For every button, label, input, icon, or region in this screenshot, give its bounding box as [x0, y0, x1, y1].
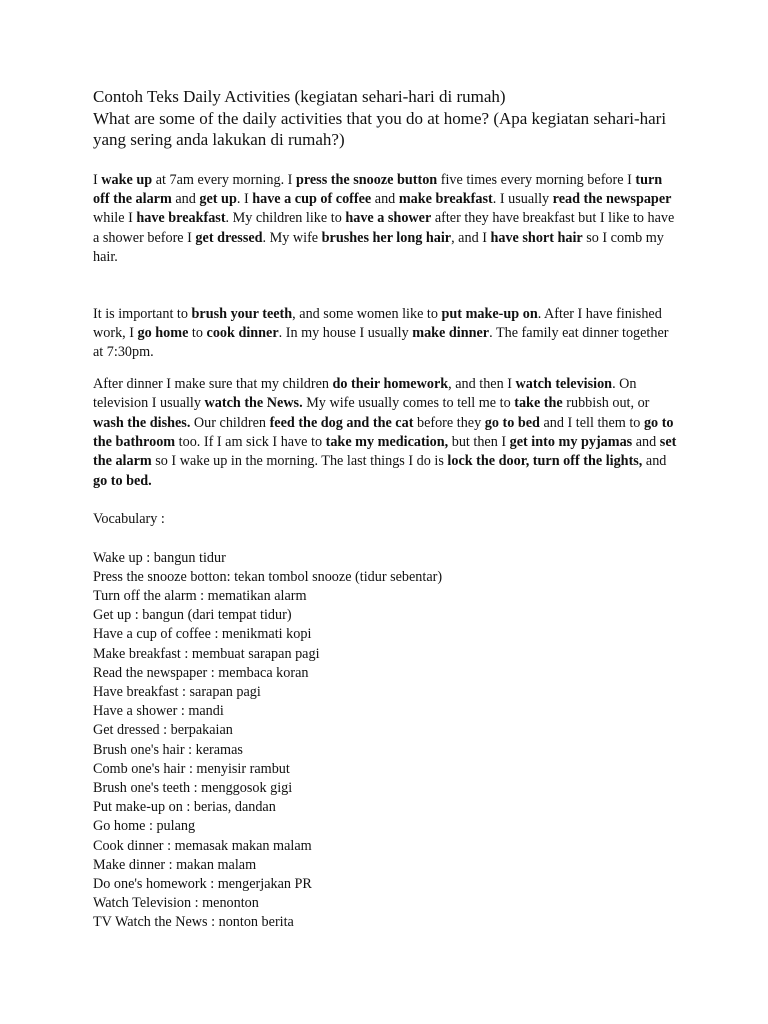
vocabulary-item: Get up : bangun (dari tempat tidur) [93, 607, 292, 624]
vocabulary-item: Comb one's hair : menyisir rambut [93, 760, 290, 777]
text-run: after they have breakfast but I like to have a shower before I [93, 210, 675, 246]
bold-phrase: make breakfast [398, 190, 493, 207]
bold-phrase: do their homework [332, 375, 449, 392]
text-run: , and I [451, 229, 491, 246]
document-title: Contoh Teks Daily Activities (kegiatan sehari-hari di rumah) [93, 87, 506, 106]
text-run: too. If I am sick I have to [175, 433, 326, 450]
bold-phrase: have a cup of coffee [252, 190, 372, 207]
text-run: . My children like to [225, 210, 346, 227]
text-run: My wife usually comes to tell me to [302, 395, 515, 412]
paragraph-night-routine [93, 375, 678, 491]
text-run: at 7am every morning. I [152, 171, 296, 188]
text-run: so I comb my hair. [93, 229, 664, 266]
bold-phrase: put make-up on [441, 305, 538, 322]
bold-phrase: brush your teeth [191, 305, 293, 322]
bold-phrase: read the newspaper [552, 190, 672, 207]
text-run: Our children [190, 414, 270, 431]
vocabulary-item: Go home : pulang [93, 818, 196, 835]
text-run: . My wife [262, 229, 322, 246]
bold-phrase: wash the dishes. [93, 414, 191, 431]
bold-phrase: have short hair [490, 229, 583, 246]
bold-phrase: press the snooze button [295, 171, 438, 188]
bold-phrase: have breakfast [136, 210, 226, 227]
text-run: . The family eat dinner together at 7:30pm. [93, 324, 669, 361]
bold-phrase: have a shower [345, 210, 432, 227]
text-run: . I [236, 190, 253, 207]
text-run: , and some women like to [292, 305, 442, 322]
text-run: rubbish out, or [562, 395, 650, 412]
document-page [93, 86, 678, 933]
bold-phrase: wake up [101, 171, 153, 188]
bold-phrase: make dinner [412, 324, 490, 341]
bold-phrase: go to bed. [93, 472, 152, 489]
text-run: . I usually [492, 190, 553, 207]
bold-phrase: get dressed [195, 229, 263, 246]
bold-phrase: take the [514, 395, 563, 412]
text-run: . In my house I usually [278, 324, 413, 341]
text-run: while I [93, 210, 137, 227]
document-question: What are some of the daily activities that you do at home? (Apa kegiatan sehari-hari yang sering anda lakukan di rumah?) [93, 108, 667, 149]
text-run: and [371, 190, 399, 207]
text-run: and [632, 433, 660, 450]
vocabulary-list [93, 549, 678, 933]
bold-phrase: take my medication, [325, 433, 449, 450]
text-run: and [171, 190, 200, 207]
vocabulary-item: Turn off the alarm : mematikan alarm [93, 588, 307, 604]
text-run: . On television I usually [93, 375, 637, 412]
bold-phrase: turn off the alarm [93, 171, 663, 207]
text-run: so I wake up in the morning. The last things I do is [151, 453, 448, 470]
text-run: . After I have finished work, I [93, 305, 662, 341]
bold-phrase: cook dinner [206, 324, 279, 341]
vocabulary-item: Make dinner : makan malam [93, 856, 257, 873]
vocabulary-item: Press the snooze botton: tekan tombol snooze (tidur sebentar) [93, 568, 443, 585]
vocabulary-item: Have a cup of coffee : menikmati kopi [93, 626, 312, 643]
text-run: After dinner I make sure that my children [93, 375, 333, 392]
bold-phrase: brushes her long hair [321, 229, 452, 246]
paragraph-evening-routine [93, 305, 678, 363]
text-run: before they [413, 414, 485, 431]
vocabulary-item: Get dressed : berpakaian [93, 722, 233, 739]
bold-phrase: get into my pyjamas [509, 433, 633, 450]
text-run: and I tell them to [539, 414, 644, 431]
vocabulary-item: Wake up : bangun tidur [93, 549, 226, 566]
text-run: and [642, 453, 667, 470]
text-run: , and then I [448, 375, 516, 392]
text-run: to [188, 324, 207, 341]
vocabulary-item: Brush one's teeth : menggosok gigi [93, 780, 293, 797]
bold-phrase: watch television [515, 375, 613, 392]
bold-phrase: watch the News. [204, 395, 303, 412]
bold-phrase: set the alarm [93, 433, 677, 470]
vocabulary-item: Have a shower : mandi [93, 703, 224, 720]
vocabulary-item: Read the newspaper : membaca koran [93, 664, 309, 681]
bold-phrase: go to the bathroom [93, 414, 674, 450]
text-run: I [93, 171, 102, 188]
vocabulary-item: Have breakfast : sarapan pagi [93, 684, 261, 701]
vocabulary-item: Put make-up on : berias, dandan [93, 799, 276, 816]
vocabulary-item: Watch Television : menonton [93, 895, 259, 912]
vocabulary-item: Make breakfast : membuat sarapan pagi [93, 645, 320, 662]
bold-phrase: feed the dog and the cat [269, 414, 414, 431]
bold-phrase: get up [199, 190, 237, 207]
vocabulary-item: TV Watch the News : nonton berita [93, 914, 294, 931]
text-run: but then I [448, 433, 510, 450]
vocabulary-item: Cook dinner : memasak makan malam [93, 837, 312, 854]
vocabulary-item: Brush one's hair : keramas [93, 741, 243, 758]
paragraph-morning-routine [93, 171, 678, 268]
bold-phrase: lock the door, turn off the lights, [447, 453, 643, 470]
text-run: five times every morning before I [437, 171, 636, 188]
text-run: It is important to [93, 305, 192, 322]
bold-phrase: go to bed [484, 414, 540, 431]
vocabulary-heading: Vocabulary : [93, 511, 165, 528]
bold-phrase: go home [137, 324, 189, 341]
vocabulary-item: Do one's homework : mengerjakan PR [93, 876, 312, 893]
